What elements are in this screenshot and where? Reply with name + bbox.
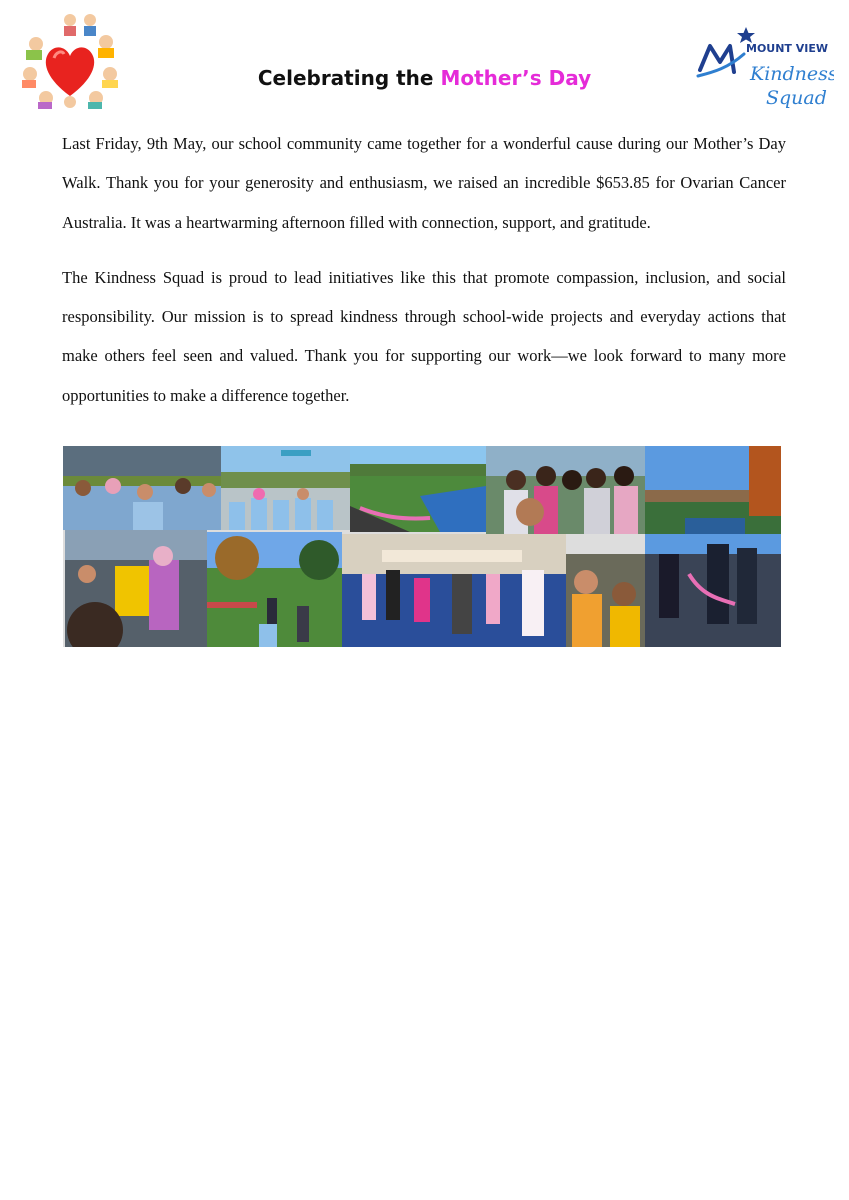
photo-field-walk — [207, 532, 342, 647]
title-accent: Mother’s Day — [440, 66, 592, 90]
star-icon — [737, 27, 755, 43]
article-body — [62, 124, 786, 431]
paragraph-2: The Kindness Squad is proud to lead initiatives like this that promote compassion, inclusion, and social responsibility. Our mission is to spread kindness through school-wide projects and everyday actions that make others feel seen and valued. Thank you for supporting our work—we look forward to many more opportunities to make a difference together. — [62, 267, 786, 405]
photo-students-cheering — [63, 446, 221, 530]
heart-children-icon — [18, 12, 122, 110]
logo-line2: Kindness — [750, 63, 834, 85]
photo-students-line — [221, 446, 350, 530]
photo-school-view — [645, 446, 781, 534]
logo-line1: MOUNT VIEW — [746, 42, 829, 55]
photo-hall-parade — [342, 534, 566, 647]
photo-collage — [63, 446, 781, 647]
kindness-squad-logo — [694, 24, 834, 112]
photo-court-walk — [645, 534, 781, 647]
title-prefix: Celebrating the — [257, 66, 441, 90]
photo-mothers-group — [486, 446, 645, 534]
photo-oval-ribbons — [350, 446, 486, 532]
photo-kids-closeup — [566, 554, 645, 647]
paragraph-1: Last Friday, 9th May, our school community came together for a wonderful cause during our Mother’s Day Walk. Thank you for your generosity and enthusiasm, we raised an incredible $653.85 for Ovarian Cancer Australia. It was a heartwarming afternoon filled with connection, support, and gratitude. — [62, 134, 786, 232]
photo-teacher-crowd — [65, 530, 207, 647]
heart-children-logo — [18, 12, 122, 110]
logo-line3: Squad — [766, 87, 827, 109]
